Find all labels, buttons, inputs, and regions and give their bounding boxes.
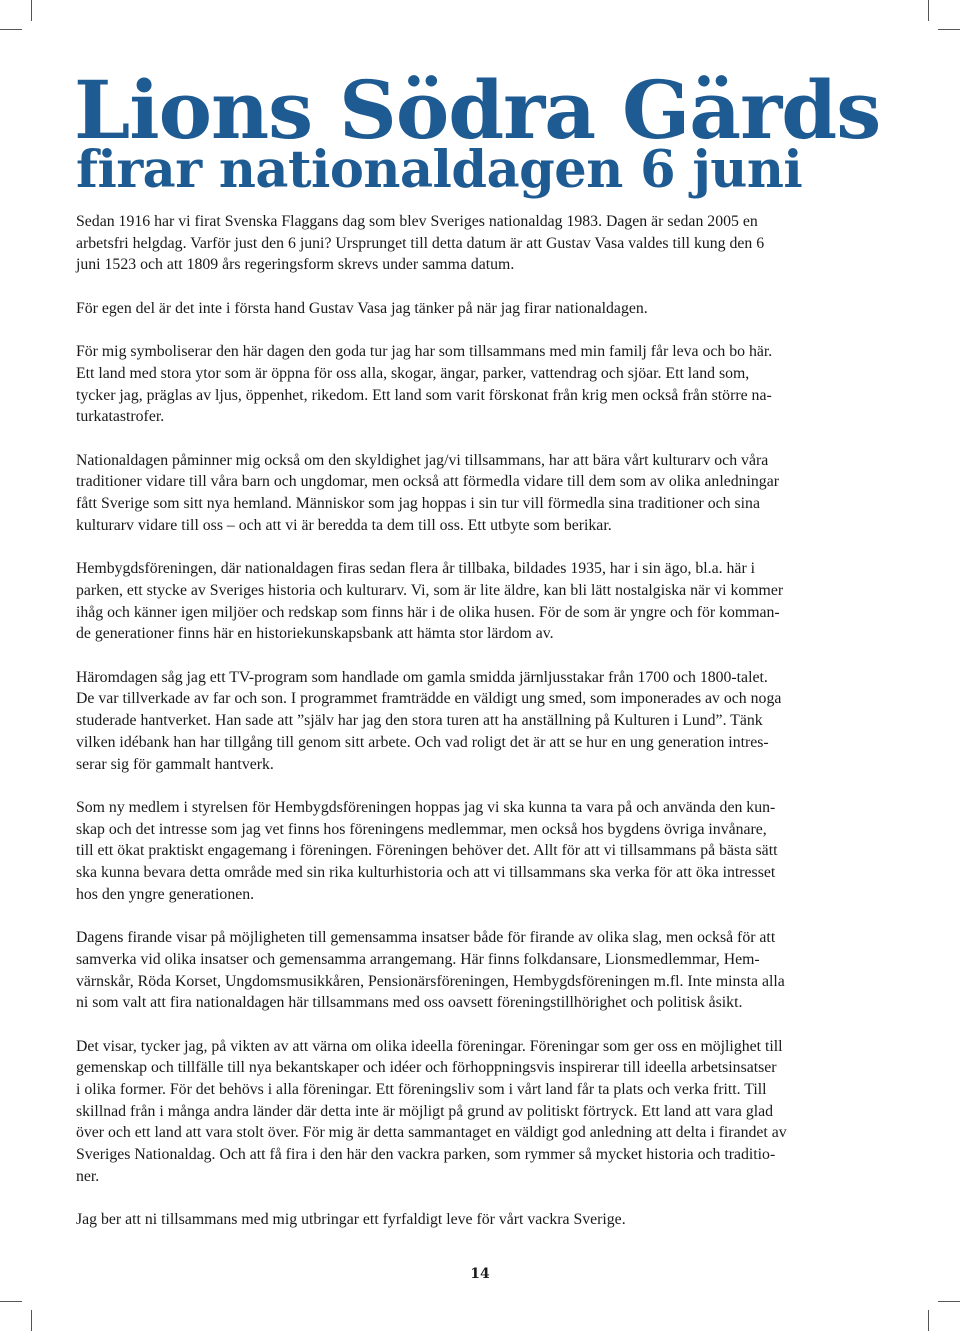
text-line: Hembygdsföreningen, där nationaldagen firas sedan flera år tillbaka, bildades 1935, har i sin ägo, bl.a. här i [76,560,756,578]
text-line: De var tillverkade av far och son. I programmet framträdde en väldigt ung smed, som imponerades av och noga [76,690,782,708]
text-line: hos den yngre generationen. [76,885,255,903]
crop-mark [31,1310,32,1331]
crop-mark [31,0,32,21]
crop-mark [938,1301,960,1302]
crop-mark [938,29,960,30]
text-line: Dagens firande visar på möjligheten till gemensamma insatser både för firande av olika slag, men också för att [76,929,776,947]
text-line: parken, ett stycke av Sveriges historia och kulturarv. Vi, som är lite äldre, kan bli lätt nostalgiska när vi kommer [76,581,784,599]
text-line: tycker jag, präglas av ljus, öppenhet, rikedom. Ett land som varit förskonat från krig men också från större na- [76,386,772,404]
paragraph [76,450,886,537]
text-line: Ett land med stora ytor som är öppna för oss alla, skogar, ängar, parker, vattendrag och sjöar. Ett land som, [76,364,750,382]
text-line: Nationaldagen påminner mig också om den skyldighet jag/vi tillsammans, har att bära vårt kulturarv och våra [76,451,769,469]
text-line: Sveriges Nationaldag. Och att få fira i den här den vackra parken, som rymmer så mycket historia och traditio- [76,1146,776,1164]
subheadline: firar nationaldagen 6 juni [76,140,803,200]
headline: Lions Södra Gärds [74,63,881,157]
text-line: ni som valt att fira nationaldagen här tillsammans med oss oavsett föreningstillhörighet och politisk åsikt. [76,994,743,1012]
text-line: juni 1523 och att 1809 års regeringsform skrevs under samma datum. [76,256,515,274]
text-line: traditioner vidare till våra barn och ungdomar, men också att förmedla vidare till dem som av olika anledningar [76,473,779,491]
crop-mark [0,1301,22,1302]
text-line: Det visar, tycker jag, på vikten av att värna om olika ideella föreningar. Föreningar som ger oss en möjlighet till [76,1037,783,1055]
paragraph [76,341,886,428]
crop-mark [0,29,22,30]
article-body [76,211,886,1253]
text-line: Som ny medlem i styrelsen för Hembygdsföreningen hoppas jag vi ska kunna ta vara på och använda den kun- [76,798,776,816]
text-line: ner. [76,1167,100,1185]
text-line: i olika former. För det behövs i alla föreningar. Ett föreningsliv som i vårt land får ta plats och verka fritt. Till [76,1081,767,1098]
text-line: För mig symboliserar den här dagen den goda tur jag har som tillsammans med min familj får leva och bo här. [76,343,773,361]
paragraph [76,298,886,320]
paragraph [76,797,886,906]
paragraph [76,667,886,776]
text-line: ska kunna bevara detta område med sin rika kulturhistoria och att vi tillsammans ska verka för att öka intresset [76,864,776,881]
paragraph [76,558,886,645]
paragraph [76,1036,886,1188]
paragraph [76,927,886,1014]
text-line: Häromdagen såg jag ett TV-program som handlade om gamla smidda järnljusstakar från 1700 och 1800-talet. [76,668,768,686]
text-line: serar sig för gammalt hantverk. [76,755,274,773]
text-line: studerade hantverket. Han sade att ”själv har jag den stora turen att ha anställning på Kulturen i Lund”. Tänk [76,712,763,730]
text-line: turkatastrofer. [76,408,165,426]
text-line: till ett ökat praktiskt engagemang i föreningen. Föreningen behöver det. Allt för att vi tillsammans på bästa sätt [76,842,778,860]
text-line: Sedan 1916 har vi firat Svenska Flaggans dag som blev Sveriges nationaldag 1983. Dagen är sedan 2005 en [76,213,758,230]
text-line: över och ett land att vara stolt över. För mig är detta sammantaget en väldigt god anledning att delta i firandet av [76,1124,787,1142]
text-line: Jag ber att ni tillsammans med mig utbringar ett fyrfaldigt leve för vårt vackra Sverige. [76,1211,626,1229]
paragraph [76,1209,886,1231]
text-line: vilken idébank han har tillgång till genom sitt arbete. Och vad roligt det är att se hur en ung generation intres- [76,733,769,751]
text-line: arbetsfri helgdag. Varför just den 6 juni? Ursprunget till detta datum är att Gustav Vasa valdes till kung den 6 [76,234,765,252]
text-line: För egen del är det inte i första hand Gustav Vasa jag tänker på när jag firar nationaldagen. [76,299,648,317]
page-number: 14 [470,1266,490,1282]
text-line: gemenskap och tillfälle till nya bekantskaper och idéer och förhoppningsvis inspirerar till ideella arbetsinsatser [76,1059,777,1077]
text-line: värnskår, Röda Korset, Ungdomsmusikkåren, Pensionärsföreningen, Hembygdsföreningen m.fl. Inte minsta alla [76,972,785,990]
paragraph [76,211,886,276]
crop-mark [928,1310,929,1331]
text-line: de generationer finns här en historiekunskapsbank att hämta stor lärdom av. [76,625,554,643]
text-line: ihåg och känner igen miljöer och redskap som finns här i de olika husen. För de som är yngre och för komman- [76,603,780,621]
text-line: skap och det intresse som jag vet finns hos föreningens medlemmar, men också hos bygdens övriga invånare, [76,820,767,838]
text-line: fått Sverige som sitt nya hemland. Människor som jag hoppas i sin tur vill förmedla sina traditioner och sina [76,495,760,513]
text-line: samverka vid olika insatser och gemensamma arrangemang. Här finns folkdansare, Lionsmedlemmar, Hem- [76,950,760,968]
text-line: kulturarv vidare till oss – och att vi är beredda ta dem till oss. Ett utbyte som berikar. [76,516,612,534]
text-line: skillnad från i många andra länder där detta inte är möjligt på grund av politiskt förtryck. Ett land att vara glad [76,1102,774,1120]
crop-mark [928,0,929,21]
